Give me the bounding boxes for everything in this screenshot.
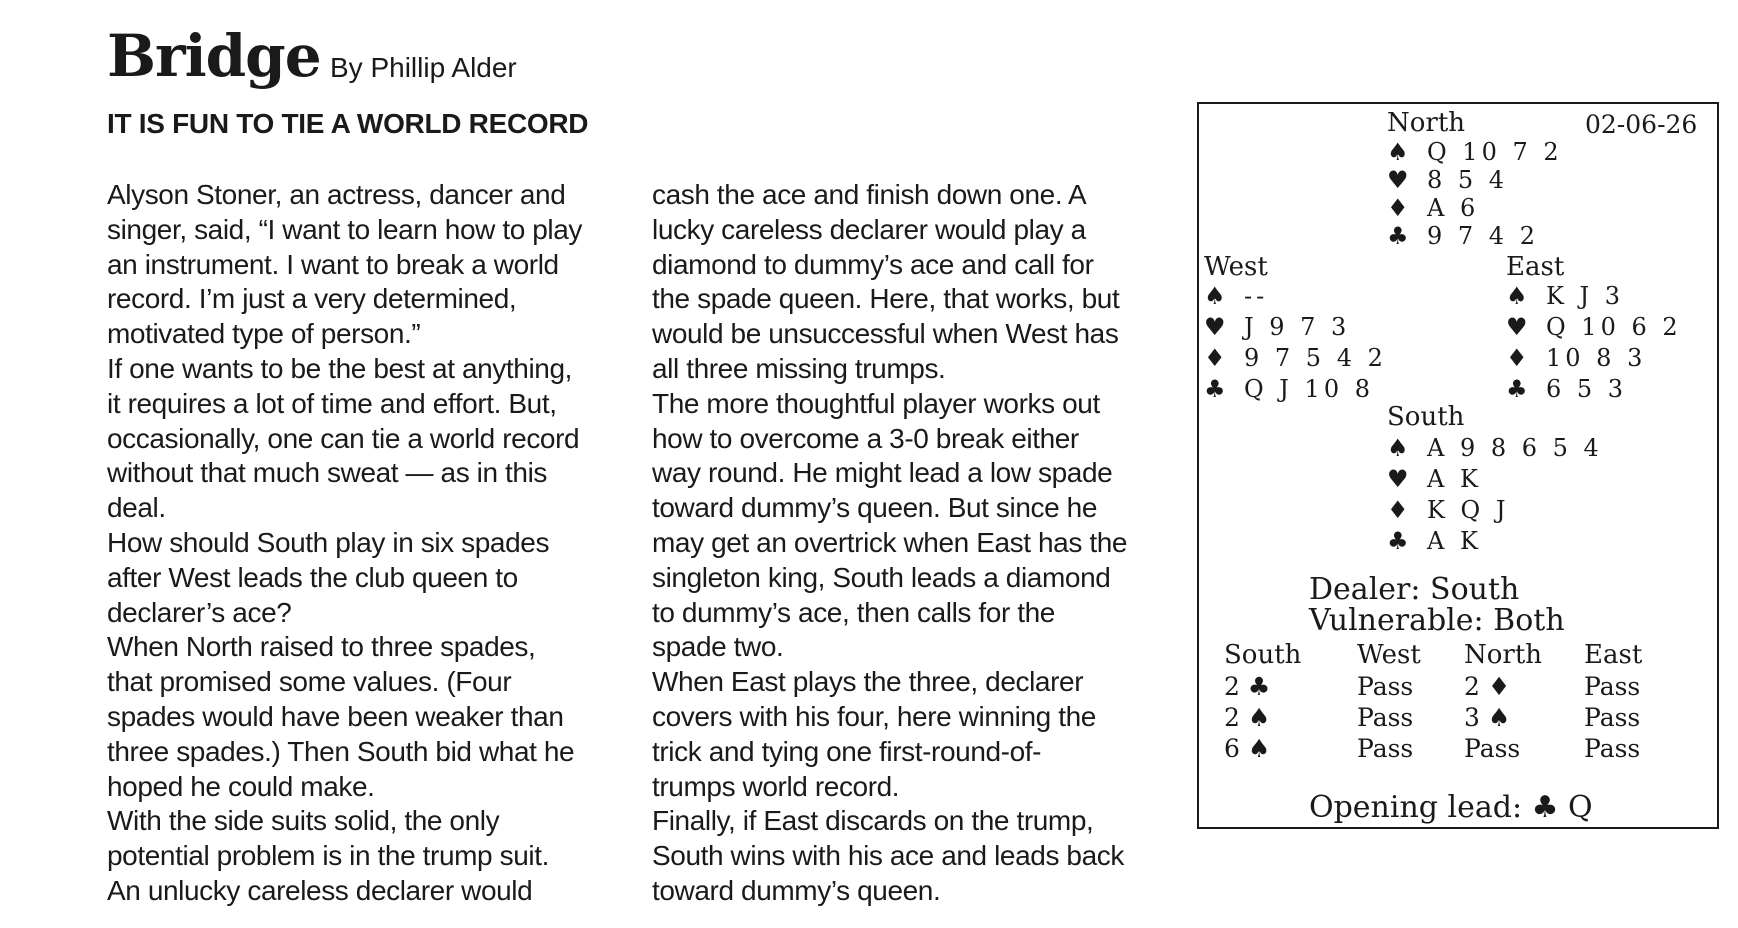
auction-bid: Pass [1584,734,1641,763]
text-line: toward dummy’s queen. But since he [652,492,1098,524]
club-icon: ♣ [1387,527,1409,555]
headline: IT IS FUN TO TIE A WORLD RECORD [107,108,589,139]
auction-bid: Pass [1357,734,1414,763]
spade-icon: ♠ [1506,282,1528,310]
dealer-info: Dealer: South [1309,572,1520,607]
masthead [107,22,321,90]
auction-bid: Pass [1584,672,1641,701]
south-label: South [1387,402,1465,432]
text-line: trumps world record. [652,770,900,802]
auction-bid: Pass [1464,734,1521,763]
text-line: Finally, if East discards on the trump, [652,805,1094,837]
north-label: North [1387,108,1466,138]
south-hearts: ♥ A K [1387,465,1482,493]
auction-bid: Pass [1357,672,1414,701]
south-diamonds: ♦ K Q J [1387,496,1510,524]
text-line: may get an overtrick when East has the [652,526,1128,558]
auction-header-north: North [1464,640,1543,670]
text-line: way round. He might lead a low spade [652,457,1113,489]
text-line: An unlucky careless declarer would [107,874,533,906]
text-line: declarer’s ace? [107,596,292,628]
diamond-icon: ♦ [1387,194,1409,222]
text-line: occasionally, one can tie a world record [107,422,580,454]
text-line: lucky careless declarer would play a [652,213,1086,245]
spade-icon: ♠ [1387,138,1409,166]
heart-icon: ♥ [1387,465,1409,493]
text-line: that promised some values. (Four [107,666,512,698]
text-line: all three missing trumps. [652,352,946,384]
text-line: without that much sweat — as in this [107,457,548,489]
text-line: an instrument. I want to break a world [107,248,559,280]
text-line: toward dummy’s queen. [652,874,941,906]
club-icon: ♣ [1387,222,1409,250]
byline: By Phillip Alder [330,52,517,83]
spade-icon: ♠ [1204,282,1226,310]
auction-bid: Pass [1584,703,1641,732]
text-line: When East plays the three, declarer [652,666,1084,698]
diamond-icon: ♦ [1204,344,1226,372]
north-spades: ♠ Q 10 7 2 [1387,138,1563,166]
diamond-icon: ♦ [1506,344,1528,372]
text-line: after West leads the club queen to [107,561,518,593]
auction-bid: 2 ♠ [1224,703,1271,732]
east-clubs: ♣ 6 5 3 [1506,375,1628,403]
auction-bid: 3 ♠ [1464,703,1511,732]
auction-header-south: South [1224,640,1302,670]
text-line: How should South play in six spades [107,526,550,558]
text-line: cash the ace and finish down one. A [652,179,1087,210]
text-line: singleton king, South leads a diamond [652,561,1111,593]
text-line: singer, said, “I want to learn how to play [107,213,583,245]
west-hearts: ♥ J 9 7 3 [1204,313,1351,341]
auction-bid: 2 ♣ [1224,672,1271,701]
text-line: With the side suits solid, the only [107,805,500,837]
east-spades: ♠ K J 3 [1506,282,1625,310]
text-line: it requires a lot of time and effort. But, [107,387,557,419]
text-line: potential problem is in the trump suit. [107,840,549,872]
text-line: deal. [107,492,166,524]
text-line: spades would have been weaker than [107,700,564,732]
text-line: Alyson Stoner, an actress, dancer and [107,179,566,210]
auction-header-west: West [1357,640,1421,670]
east-diamonds: ♦ 10 8 3 [1506,344,1647,372]
diamond-icon: ♦ [1387,496,1409,524]
heart-icon: ♥ [1387,166,1409,194]
article-column-1 [107,178,652,909]
auction-bid: Pass [1357,703,1414,732]
club-icon: ♣ [1204,375,1226,403]
text-line: South wins with his ace and leads back [652,840,1124,872]
text-line: record. I’m just a very determined, [107,283,517,315]
text-line: the spade queen. Here, that works, but [652,283,1120,315]
west-clubs: ♣ Q J 10 8 [1204,375,1374,403]
west-diamonds: ♦ 9 7 5 4 2 [1204,344,1387,372]
text-line: trick and tying one first-round-of- [652,735,1042,767]
north-clubs: ♣ 9 7 4 2 [1387,222,1539,250]
text-line: covers with his four, here winning the [652,700,1096,732]
auction-header-east: East [1584,640,1643,670]
west-label: West [1204,252,1268,282]
heart-icon: ♥ [1506,313,1528,341]
auction-bid: 2 ♦ [1464,672,1511,701]
deal-diagram [1197,102,1719,829]
text-line: three spades.) Then South bid what he [107,735,575,767]
heart-icon: ♥ [1204,313,1226,341]
south-clubs: ♣ A K [1387,527,1482,555]
east-hearts: ♥ Q 10 6 2 [1506,313,1682,341]
text-line: diamond to dummy’s ace and call for [652,248,1094,280]
deal-date: 02-06-26 [1585,110,1698,139]
article-column-2 [652,178,1197,909]
east-label: East [1506,252,1565,282]
text-line: The more thoughtful player works out [652,387,1100,419]
text-line: to dummy’s ace, then calls for the [652,596,1055,628]
north-hearts: ♥ 8 5 4 [1387,166,1509,194]
south-spades: ♠ A 9 8 6 5 4 [1387,434,1603,462]
text-line: spade two. [652,631,784,663]
north-diamonds: ♦ A 6 [1387,194,1480,222]
spade-icon: ♠ [1387,434,1409,462]
west-spades: ♠ -- [1204,282,1269,310]
opening-lead: Opening lead: ♣ Q [1309,790,1593,825]
club-icon: ♣ [1506,375,1528,403]
text-line: If one wants to be the best at anything, [107,352,572,384]
text-line: would be unsuccessful when West has [652,318,1119,350]
auction-bid: 6 ♠ [1224,734,1271,763]
text-line: hoped he could make. [107,770,375,802]
text-line: motivated type of person.” [107,318,421,350]
text-line: When North raised to three spades, [107,631,536,663]
text-line: how to overcome a 3-0 break either [652,422,1079,454]
vulnerability-info: Vulnerable: Both [1309,603,1565,638]
column-title: Bridge [107,22,321,90]
